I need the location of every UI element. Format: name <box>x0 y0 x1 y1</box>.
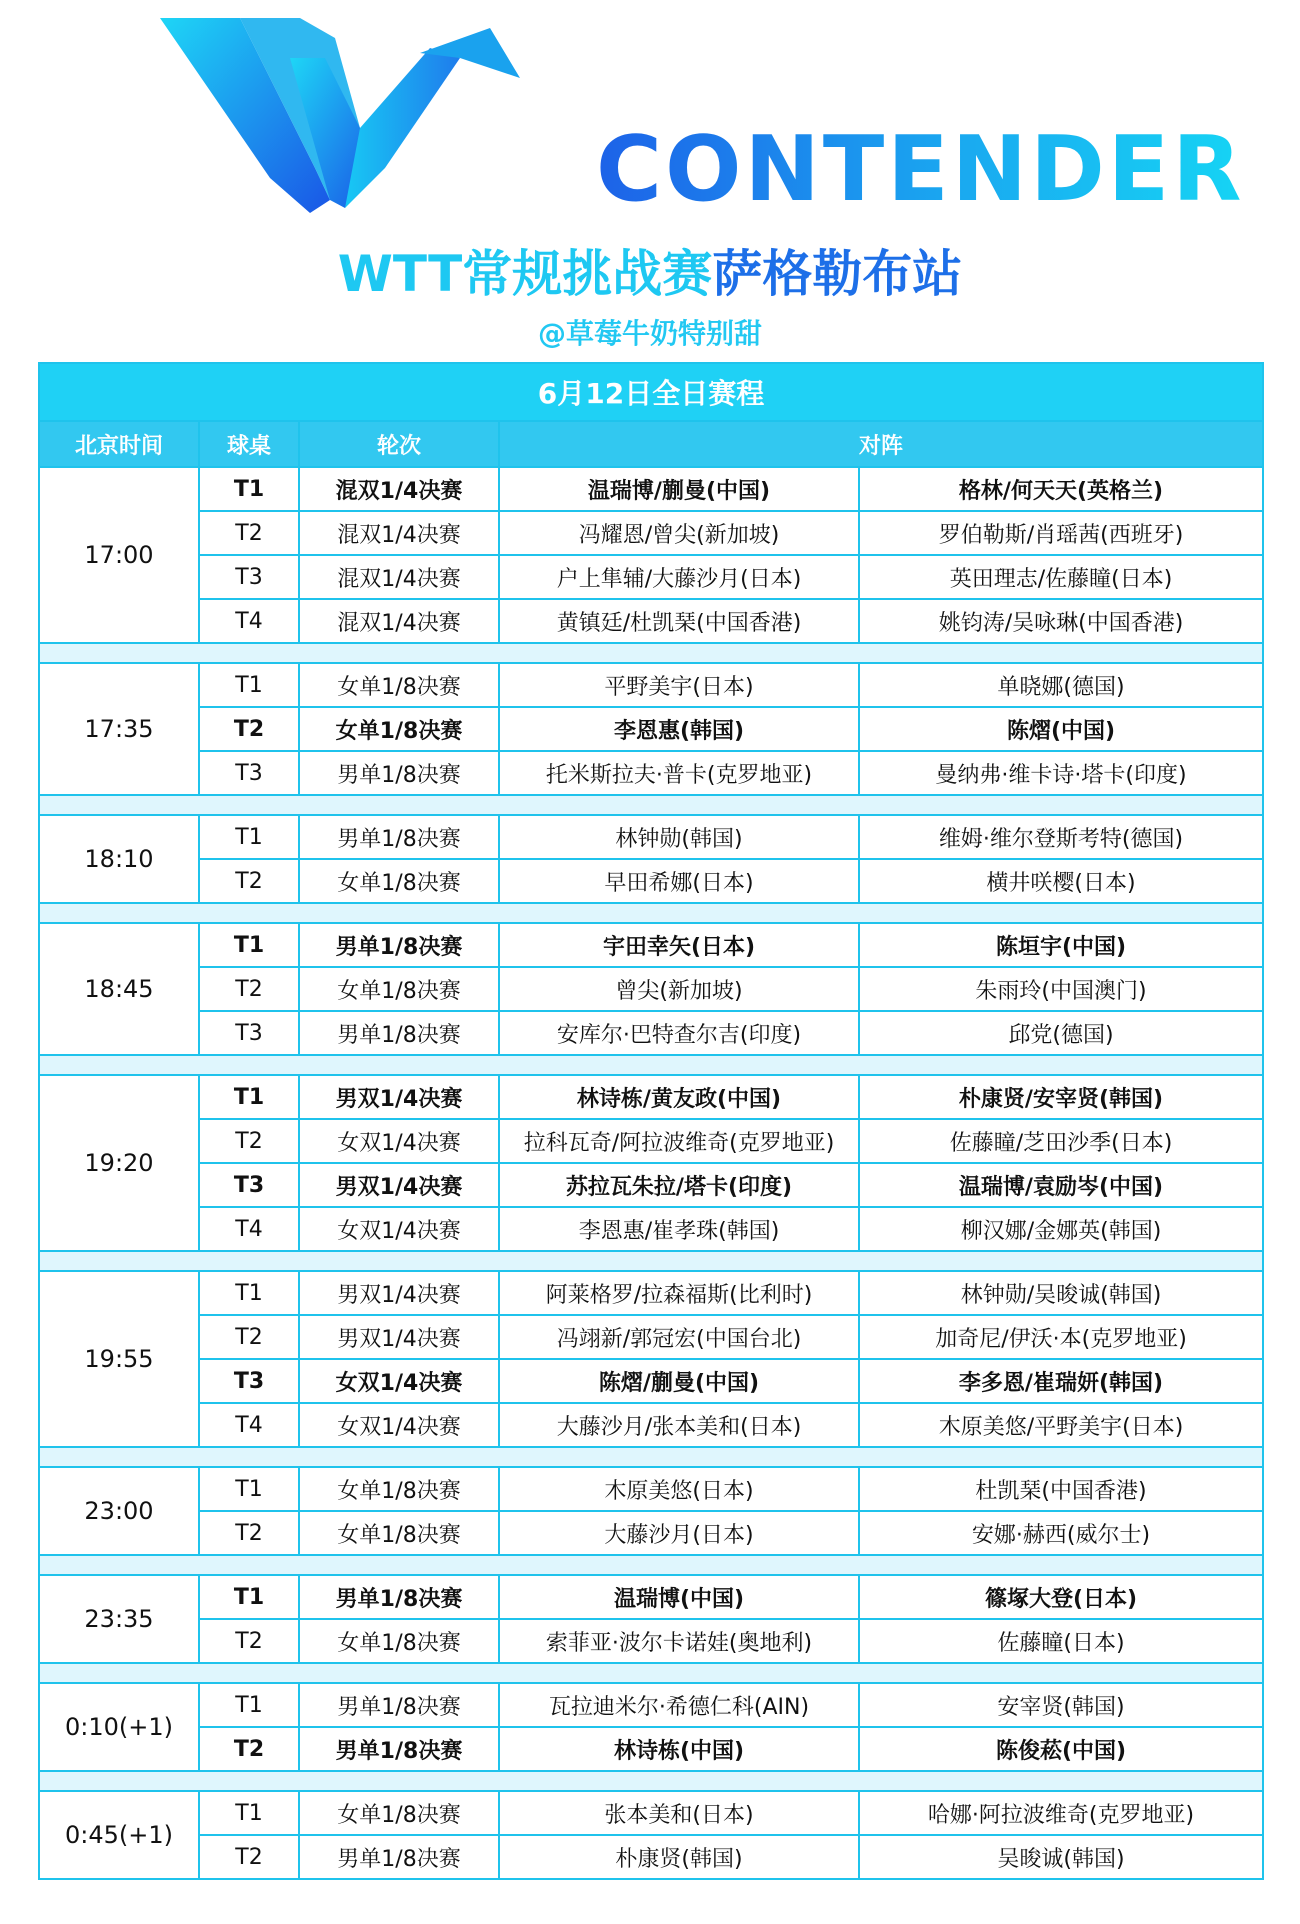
match-row <box>39 751 1263 795</box>
table-number: T3 <box>199 751 299 795</box>
table-number: T3 <box>199 1163 299 1207</box>
time-slot: 0:45(+1) <box>39 1791 199 1879</box>
group-separator <box>39 903 1263 923</box>
match-row <box>39 467 1263 511</box>
header-time: 北京时间 <box>39 421 199 467</box>
table-number: T4 <box>199 1403 299 1447</box>
player-right: 佐藤瞳(日本) <box>859 1619 1263 1663</box>
match-row <box>39 1359 1263 1403</box>
player-right: 邱党(德国) <box>859 1011 1263 1055</box>
player-right: 陈俊菘(中国) <box>859 1727 1263 1771</box>
player-left: 温瑞博/蒯曼(中国) <box>499 467 859 511</box>
round-name: 混双1/4决赛 <box>299 555 499 599</box>
match-row <box>39 1163 1263 1207</box>
player-left: 托米斯拉夫·普卡(克罗地亚) <box>499 751 859 795</box>
table-number: T2 <box>199 859 299 903</box>
player-left: 李恩惠(韩国) <box>499 707 859 751</box>
match-row <box>39 1575 1263 1619</box>
table-number: T2 <box>199 1315 299 1359</box>
match-row <box>39 1511 1263 1555</box>
author-handle: @草莓牛奶特别甜 <box>537 317 762 350</box>
table-number: T3 <box>199 1011 299 1055</box>
player-right: 杜凯琹(中国香港) <box>859 1467 1263 1511</box>
table-number: T3 <box>199 1359 299 1403</box>
player-left: 宇田幸矢(日本) <box>499 923 859 967</box>
match-row <box>39 1835 1263 1879</box>
player-right: 哈娜·阿拉波维奇(克罗地亚) <box>859 1791 1263 1835</box>
table-number: T2 <box>199 1619 299 1663</box>
group-separator <box>39 643 1263 663</box>
match-row <box>39 815 1263 859</box>
table-number: T4 <box>199 599 299 643</box>
player-right: 维姆·维尔登斯考特(德国) <box>859 815 1263 859</box>
header-table: 球桌 <box>199 421 299 467</box>
round-name: 男单1/8决赛 <box>299 751 499 795</box>
group-separator <box>39 1251 1263 1271</box>
round-name: 女单1/8决赛 <box>299 1619 499 1663</box>
group-separator <box>39 1771 1263 1791</box>
player-left: 张本美和(日本) <box>499 1791 859 1835</box>
table-number: T1 <box>199 663 299 707</box>
separator-cell <box>39 1555 1263 1575</box>
wtt-w-logo-icon <box>160 18 580 218</box>
match-row <box>39 1403 1263 1447</box>
table-number: T4 <box>199 1207 299 1251</box>
match-row <box>39 1271 1263 1315</box>
schedule-banner-row <box>39 363 1263 421</box>
match-row <box>39 1119 1263 1163</box>
round-name: 女单1/8决赛 <box>299 967 499 1011</box>
player-left: 林诗栋/黄友政(中国) <box>499 1075 859 1119</box>
player-left: 索菲亚·波尔卡诺娃(奥地利) <box>499 1619 859 1663</box>
time-slot: 23:35 <box>39 1575 199 1663</box>
separator-cell <box>39 643 1263 663</box>
table-number: T1 <box>199 815 299 859</box>
player-right: 罗伯勒斯/肖瑶茜(西班牙) <box>859 511 1263 555</box>
round-name: 男双1/4决赛 <box>299 1163 499 1207</box>
round-name: 女单1/8决赛 <box>299 1791 499 1835</box>
match-row <box>39 923 1263 967</box>
separator-cell <box>39 903 1263 923</box>
player-left: 拉科瓦奇/阿拉波维奇(克罗地亚) <box>499 1119 859 1163</box>
time-slot: 19:55 <box>39 1271 199 1447</box>
round-name: 男单1/8决赛 <box>299 923 499 967</box>
group-separator <box>39 795 1263 815</box>
player-right: 柳汉娜/金娜英(韩国) <box>859 1207 1263 1251</box>
match-row <box>39 859 1263 903</box>
header-matchup: 对阵 <box>499 421 1263 467</box>
match-row <box>39 1791 1263 1835</box>
player-left: 瓦拉迪米尔·希德仁科(AIN) <box>499 1683 859 1727</box>
player-right: 横井咲樱(日本) <box>859 859 1263 903</box>
match-row <box>39 967 1263 1011</box>
round-name: 女单1/8决赛 <box>299 1467 499 1511</box>
time-slot: 17:35 <box>39 663 199 795</box>
match-row <box>39 1619 1263 1663</box>
table-number: T1 <box>199 1271 299 1315</box>
group-separator <box>39 1663 1263 1683</box>
match-row <box>39 511 1263 555</box>
player-right: 安娜·赫西(威尔士) <box>859 1511 1263 1555</box>
round-name: 男双1/4决赛 <box>299 1271 499 1315</box>
match-row <box>39 1075 1263 1119</box>
round-name: 男单1/8决赛 <box>299 1011 499 1055</box>
round-name: 混双1/4决赛 <box>299 511 499 555</box>
player-right: 朴康贤/安宰贤(韩国) <box>859 1075 1263 1119</box>
table-number: T2 <box>199 1727 299 1771</box>
table-number: T1 <box>199 1791 299 1835</box>
player-right: 英田理志/佐藤瞳(日本) <box>859 555 1263 599</box>
round-name: 女双1/4决赛 <box>299 1359 499 1403</box>
page-title <box>0 244 1300 304</box>
player-left: 早田希娜(日本) <box>499 859 859 903</box>
header <box>0 0 1300 362</box>
round-name: 男单1/8决赛 <box>299 1727 499 1771</box>
time-slot: 17:00 <box>39 467 199 643</box>
table-number: T2 <box>199 1511 299 1555</box>
player-right: 格林/何天天(英格兰) <box>859 467 1263 511</box>
title-part2: 萨格勒布站 <box>712 245 963 303</box>
group-separator <box>39 1055 1263 1075</box>
time-slot: 19:20 <box>39 1075 199 1251</box>
player-right: 朱雨玲(中国澳门) <box>859 967 1263 1011</box>
table-number: T2 <box>199 511 299 555</box>
player-left: 冯翊新/郭冠宏(中国台北) <box>499 1315 859 1359</box>
group-separator <box>39 1447 1263 1467</box>
table-number: T2 <box>199 967 299 1011</box>
match-row <box>39 555 1263 599</box>
round-name: 女双1/4决赛 <box>299 1119 499 1163</box>
separator-cell <box>39 795 1263 815</box>
match-row <box>39 663 1263 707</box>
schedule-table <box>38 362 1264 1880</box>
table-number: T2 <box>199 1835 299 1879</box>
table-number: T1 <box>199 1575 299 1619</box>
table-number: T2 <box>199 1119 299 1163</box>
separator-cell <box>39 1447 1263 1467</box>
match-row <box>39 1011 1263 1055</box>
match-row <box>39 1315 1263 1359</box>
round-name: 女双1/4决赛 <box>299 1207 499 1251</box>
round-name: 女单1/8决赛 <box>299 859 499 903</box>
player-right: 单晓娜(德国) <box>859 663 1263 707</box>
group-separator <box>39 1555 1263 1575</box>
round-name: 女双1/4决赛 <box>299 1403 499 1447</box>
round-name: 男单1/8决赛 <box>299 1575 499 1619</box>
round-name: 男双1/4决赛 <box>299 1315 499 1359</box>
contender-wordmark: CONTENDER <box>596 117 1245 222</box>
player-right: 林钟勋/吴晙诚(韩国) <box>859 1271 1263 1315</box>
player-right: 佐藤瞳/芝田沙季(日本) <box>859 1119 1263 1163</box>
player-left: 朴康贤(韩国) <box>499 1835 859 1879</box>
player-right: 李多恩/崔瑞妍(韩国) <box>859 1359 1263 1403</box>
table-number: T1 <box>199 467 299 511</box>
table-number: T2 <box>199 707 299 751</box>
player-left: 黄镇廷/杜凯琹(中国香港) <box>499 599 859 643</box>
match-row <box>39 1683 1263 1727</box>
separator-cell <box>39 1663 1263 1683</box>
player-right: 安宰贤(韩国) <box>859 1683 1263 1727</box>
column-header-row <box>39 421 1263 467</box>
match-row <box>39 707 1263 751</box>
round-name: 女单1/8决赛 <box>299 1511 499 1555</box>
player-left: 李恩惠/崔孝珠(韩国) <box>499 1207 859 1251</box>
table-number: T3 <box>199 555 299 599</box>
player-right: 曼纳弗·维卡诗·塔卡(印度) <box>859 751 1263 795</box>
round-name: 男双1/4决赛 <box>299 1075 499 1119</box>
table-number: T1 <box>199 1683 299 1727</box>
schedule-banner: 6月12日全日赛程 <box>39 363 1263 421</box>
player-left: 阿莱格罗/拉森福斯(比利时) <box>499 1271 859 1315</box>
player-left: 大藤沙月/张本美和(日本) <box>499 1403 859 1447</box>
player-left: 平野美宇(日本) <box>499 663 859 707</box>
player-right: 吴晙诚(韩国) <box>859 1835 1263 1879</box>
time-slot: 18:10 <box>39 815 199 903</box>
round-name: 男单1/8决赛 <box>299 815 499 859</box>
player-left: 冯耀恩/曾尖(新加坡) <box>499 511 859 555</box>
player-left: 曾尖(新加坡) <box>499 967 859 1011</box>
player-right: 温瑞博/袁励岑(中国) <box>859 1163 1263 1207</box>
separator-cell <box>39 1771 1263 1791</box>
table-number: T1 <box>199 1075 299 1119</box>
title-part1: WTT常规挑战赛 <box>337 245 713 303</box>
round-name: 混双1/4决赛 <box>299 599 499 643</box>
table-number: T1 <box>199 1467 299 1511</box>
round-name: 男单1/8决赛 <box>299 1835 499 1879</box>
player-right: 姚钧涛/吴咏琳(中国香港) <box>859 599 1263 643</box>
schedule-body <box>39 467 1263 1879</box>
round-name: 男单1/8决赛 <box>299 1683 499 1727</box>
player-left: 陈熠/蒯曼(中国) <box>499 1359 859 1403</box>
table-number: T1 <box>199 923 299 967</box>
header-round: 轮次 <box>299 421 499 467</box>
player-right: 木原美悠/平野美宇(日本) <box>859 1403 1263 1447</box>
separator-cell <box>39 1251 1263 1271</box>
separator-cell <box>39 1055 1263 1075</box>
player-left: 林诗栋(中国) <box>499 1727 859 1771</box>
round-name: 混双1/4决赛 <box>299 467 499 511</box>
player-right: 加奇尼/伊沃·本(克罗地亚) <box>859 1315 1263 1359</box>
time-slot: 23:00 <box>39 1467 199 1555</box>
player-left: 大藤沙月(日本) <box>499 1511 859 1555</box>
match-row <box>39 1467 1263 1511</box>
player-left: 温瑞博(中国) <box>499 1575 859 1619</box>
round-name: 女单1/8决赛 <box>299 707 499 751</box>
match-row <box>39 1727 1263 1771</box>
match-row <box>39 599 1263 643</box>
player-left: 安库尔·巴特查尔吉(印度) <box>499 1011 859 1055</box>
player-right: 篠塚大登(日本) <box>859 1575 1263 1619</box>
player-left: 户上隼辅/大藤沙月(日本) <box>499 555 859 599</box>
player-left: 木原美悠(日本) <box>499 1467 859 1511</box>
time-slot: 18:45 <box>39 923 199 1055</box>
player-right: 陈垣宇(中国) <box>859 923 1263 967</box>
time-slot: 0:10(+1) <box>39 1683 199 1771</box>
match-row <box>39 1207 1263 1251</box>
player-right: 陈熠(中国) <box>859 707 1263 751</box>
player-left: 林钟勋(韩国) <box>499 815 859 859</box>
player-left: 苏拉瓦朱拉/塔卡(印度) <box>499 1163 859 1207</box>
round-name: 女单1/8决赛 <box>299 663 499 707</box>
